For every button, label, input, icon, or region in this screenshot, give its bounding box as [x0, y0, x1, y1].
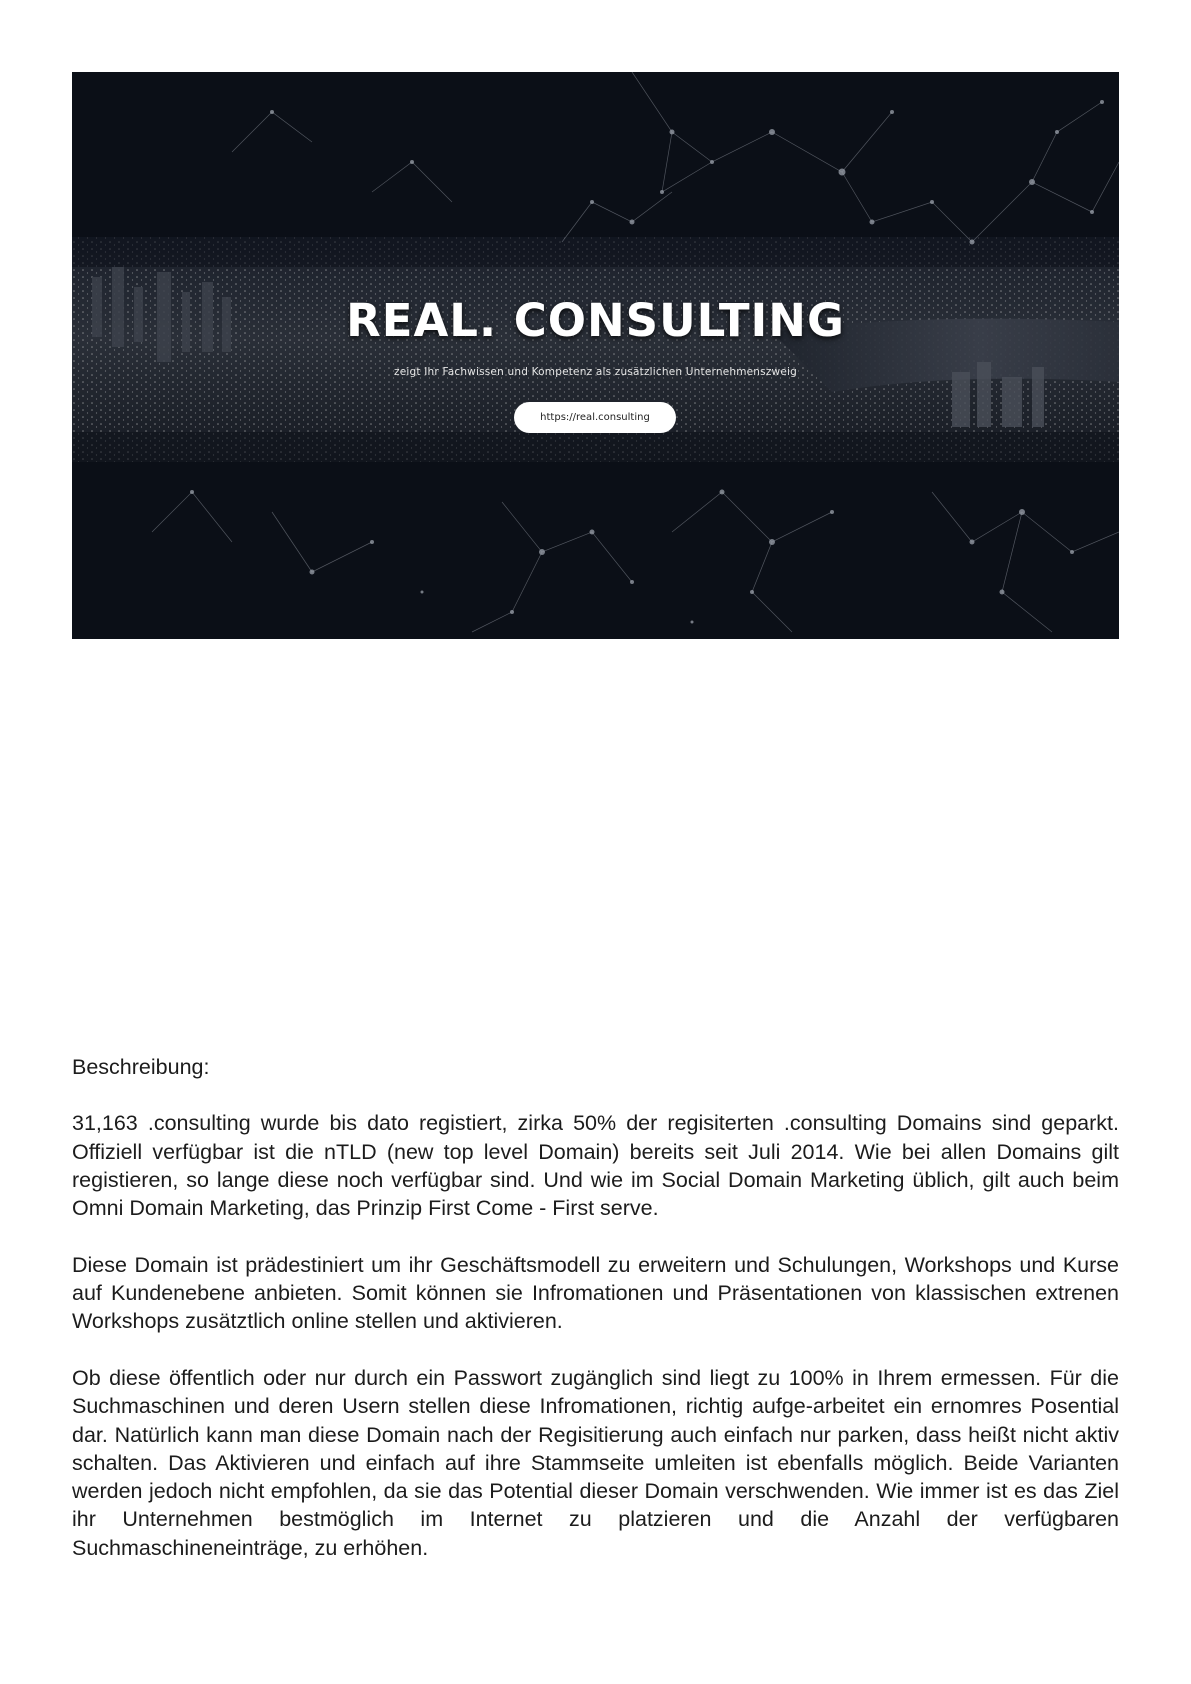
description-heading: Beschreibung:: [72, 1055, 210, 1079]
description-paragraph: Diese Domain ist prädestiniert um ihr Geschäftsmodell zu erweitern und Schulungen, Workshops und Kurse auf Kundenebene anbieten. Somit können sie Infromationen und Präsentationen von klassischen extrenen Workshops zusätztlich online stellen und aktivieren.: [72, 1252, 1119, 1334]
banner-url-button[interactable]: https://real.consulting: [514, 402, 676, 433]
city-network-background: [72, 72, 1119, 639]
banner-subtitle: zeigt Ihr Fachwissen und Kompetenz als zusätzlichen Unternehmenszweig: [394, 366, 797, 378]
description-section: [72, 1053, 1119, 1562]
description-paragraph: Ob diese öffentlich oder nur durch ein Passwort zugänglich sind liegt zu 100% in Ihrem ermessen. Für die Suchmaschinen und deren Usern stellen diese Infromationen, richtig aufge-arbeitet ein ernomres Posential dar. Natürlich kann man diese Domain nach der Regisitierung auch einfach nur parken, dass heißt nicht aktiv schalten. Das Aktivieren und einfach auf ihre Stammseite umleiten ist ebenfalls möglich. Beide Varianten werden jedoch nicht empfohlen, da sie das Potential dieser Domain verschwenden. Wie immer ist es das Ziel ihr Unternehmen bestmöglich im Internet zu platzieren und die Anzahl der verfügbaren Suchmaschineneinträge, zu erhöhen.: [72, 1365, 1119, 1560]
hero-banner: [72, 72, 1119, 639]
description-paragraph: 31,163 .consulting wurde bis dato registiert, zirka 50% der regisiterten .consulting Domains sind geparkt. Offiziell verfügbar ist die nTLD (new top level Domain) bereits seit Juli 2014. Wie bei allen Domains gilt registieren, so lange diese noch verfügbar sind. Und wie im Social Domain Marketing üblich, gilt auch beim Omni Domain Marketing, das Prinzip First Come - First serve.: [72, 1111, 1119, 1221]
banner-title: REAL. CONSULTING: [346, 294, 845, 347]
